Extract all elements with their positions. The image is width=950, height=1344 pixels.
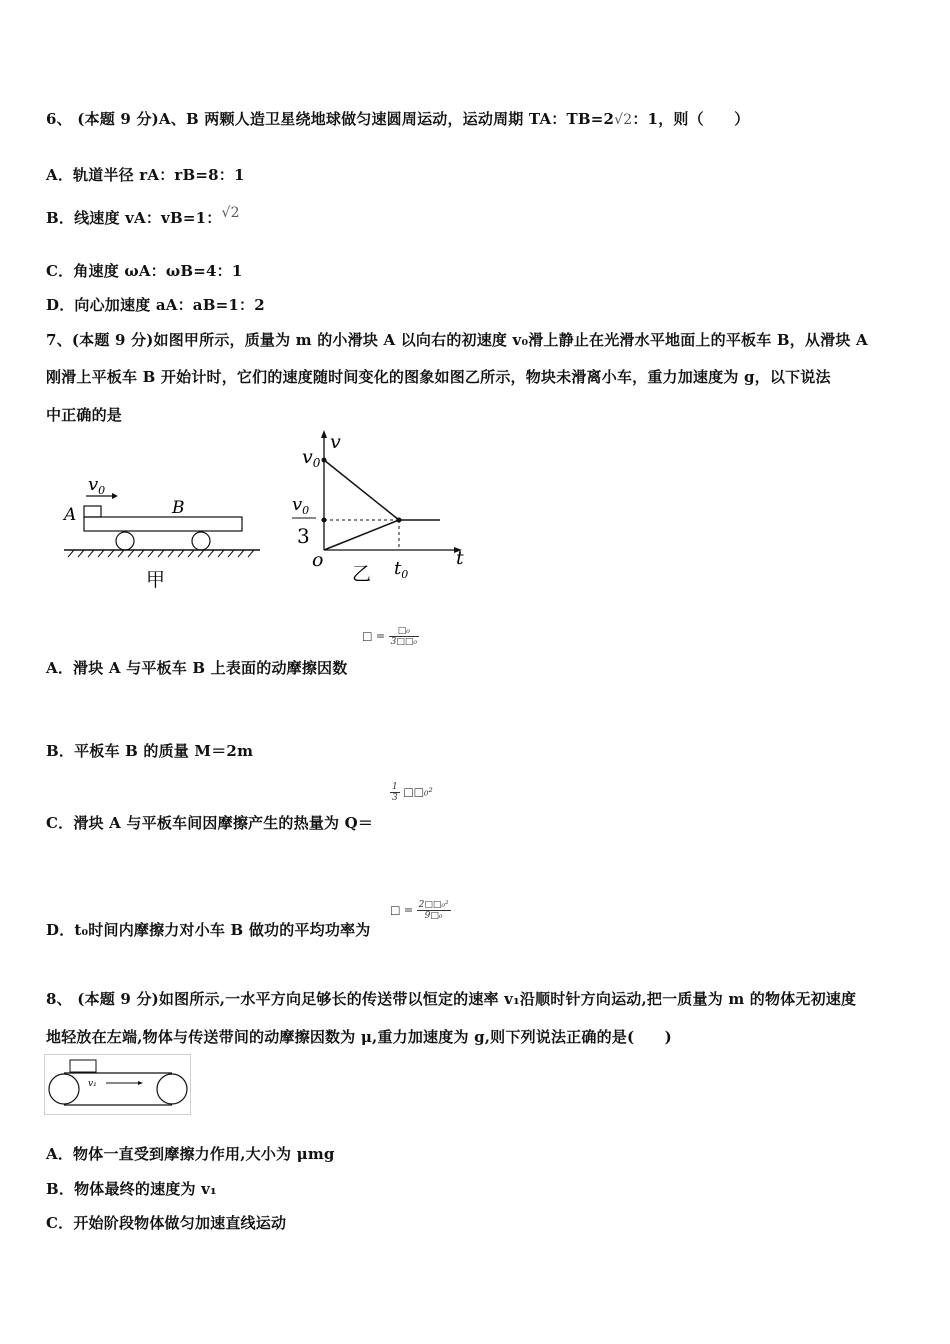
- sqrt-symbol: √2: [614, 112, 633, 128]
- q7-option-d: D．t₀时间内摩擦力对小车 B 做功的平均功率为: [46, 921, 371, 939]
- wheel: [116, 532, 134, 550]
- line-a-decel: [324, 460, 399, 520]
- figure-jia-cart: [60, 468, 265, 593]
- right-pulley: [157, 1074, 187, 1104]
- q6-option-c: C．角速度 ωA：ωB=4：1: [46, 262, 243, 280]
- v-axis-label: v: [330, 431, 341, 453]
- sqrt-symbol: √2: [221, 205, 240, 221]
- q7-c-formula: $\frac{1}{3}$ □□₀²: [392, 782, 433, 803]
- q7-d-formula: □ = $\frac{\text{2□□₀²}}{\text{9□₀}}$: [390, 900, 449, 921]
- v0-over-3-den: 3: [297, 524, 310, 548]
- q7-a-formula: □ = $\frac{\text{□₀}}{\text{3□□₀}}$: [362, 626, 417, 647]
- q7-option-c: C．滑块 A 与平板车间因摩擦产生的热量为 Q＝: [46, 814, 374, 832]
- q6-option-a: A．轨道半径 rA：rB=8：1: [46, 166, 245, 184]
- q7-option-a: A．滑块 A 与平板车 B 上表面的动摩擦因数: [46, 659, 348, 677]
- caption-jia: 甲: [146, 569, 166, 591]
- figure-yi-vt-graph: [288, 428, 468, 588]
- line-b-accel: [324, 520, 399, 550]
- q7-stem-line2: 刚滑上平板车 B 开始计时，它们的速度随时间变化的图象如图乙所示，物块未滑离小车，重力加速度为 g，以下说法: [46, 368, 831, 386]
- q7-stem-line1: 7、(本题 9 分)如图甲所示，质量为 m 的小滑块 A 以向右的初速度 v₀滑上静止在光滑水平地面上的平板车 B，从滑块 A: [46, 331, 868, 349]
- q7-option-b: B．平板车 B 的质量 M＝2m: [46, 742, 254, 760]
- figure-conveyor-belt: [44, 1054, 192, 1116]
- t0-tick-label: $t_0$: [394, 558, 409, 581]
- block-a: [84, 506, 101, 517]
- origin-label: o: [312, 549, 324, 571]
- q8-stem-line1: 8、 (本题 9 分)如图所示,一水平方向足够长的传送带以恒定的速率 v₁沿顺时针方向运动,把一质量为 m 的物体无初速度: [46, 990, 857, 1008]
- cart-b: [84, 517, 242, 531]
- ground-hatching: [68, 550, 254, 557]
- cart-b-label: B: [172, 498, 185, 518]
- q6-stem: 6、 (本题 9 分)A、B 两颗人造卫星绕地球做匀速圆周运动，运动周期 TA：TB=2√2：1，则（ ）: [46, 110, 750, 128]
- q6-option-d: D．向心加速度 aA：aB=1：2: [46, 296, 265, 314]
- q7-stem-line3: 中正确的是: [46, 406, 123, 424]
- block-a-label: A: [64, 505, 77, 525]
- v0-over-3-num: $v_0$: [292, 494, 310, 517]
- left-pulley: [49, 1074, 79, 1104]
- v0-tick-label: $v_0$: [302, 446, 321, 470]
- wheel: [192, 532, 210, 550]
- q8-option-c: C．开始阶段物体做匀加速直线运动: [46, 1214, 287, 1232]
- v0-label: $v_0$: [88, 474, 106, 497]
- q8-option-a: A．物体一直受到摩擦力作用,大小为 μmg: [46, 1145, 335, 1163]
- t-axis-label: t: [456, 547, 464, 569]
- caption-yi: 乙: [352, 563, 372, 585]
- q6-option-b: B．线速度 vA：vB=1：√2: [46, 205, 240, 227]
- q8-option-b: B．物体最终的速度为 v₁: [46, 1180, 217, 1198]
- object-block: [70, 1060, 96, 1072]
- q8-stem-line2: 地轻放在左端,物体与传送带间的动摩擦因数为 μ,重力加速度为 g,则下列说法正确的是( ): [46, 1028, 672, 1046]
- belt-speed-label: v₁: [88, 1079, 97, 1089]
